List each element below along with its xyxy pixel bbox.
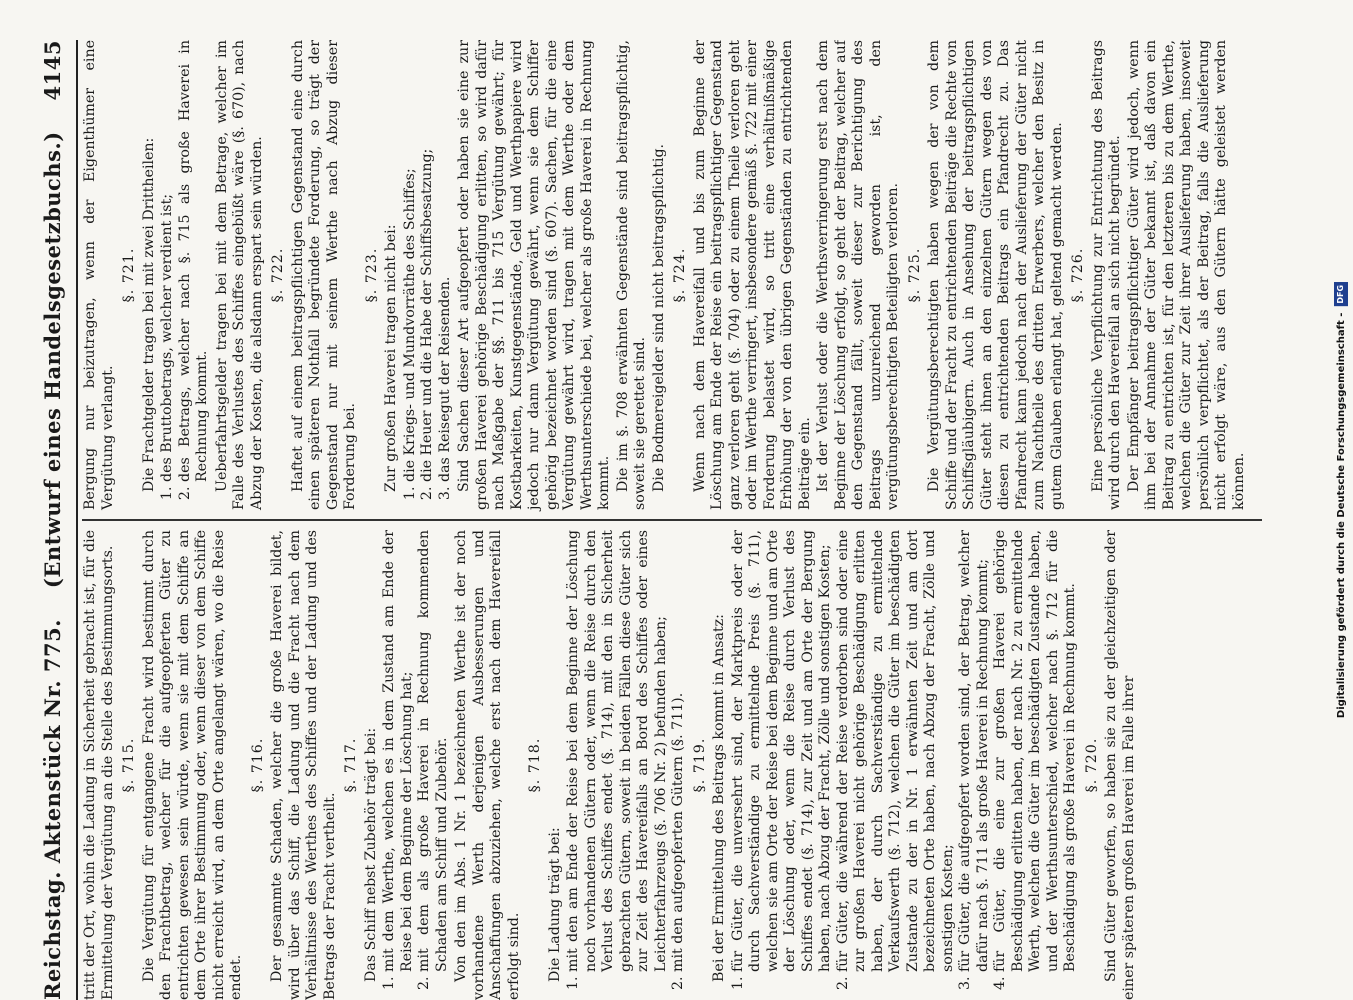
paragraph: Bei der Ermittelung des Beitrags kommt in Ansatz: — [711, 614, 727, 982]
section-heading: §. 724. — [672, 247, 688, 303]
paragraph: Eine persönliche Verpflichtung zur Entrichtung des Beitrags wird durch den Havereifall an sich nicht begründet. — [1089, 40, 1123, 511]
paragraph: Wenn nach dem Havereifall und bis zum Beginne der Löschung am Ende der Reise ein beitragspflichtiger Gegenstand ganz verloren geht (§. 704) oder zu einem Theile verloren geht oder im Werthe verringert, insbesondere gemäß §. 722 mit einer Forderung belastet wird, so tritt eine verhältnißmäßige Erhöhung der von den übrigen Gegenständen zu entrichtenden Beiträge ein. — [691, 40, 813, 511]
list-item: 2. des Betrags, welcher nach §. 715 als große Haverei in Rechnung kommt. — [177, 40, 212, 482]
paragraph: Ueberfahrtsgelder tragen bei mit dem Betrage, welcher im Falle des Verlustes des Schiffes eingebüßt wäre (§. 670), nach Abzug der Kosten, die alsdann erspart sein würden. — [213, 40, 265, 511]
section-heading: §. 722. — [270, 247, 286, 303]
list-item: 1. die Kriegs- und Mundvorräthe des Schiffes; — [402, 40, 420, 482]
paragraph: Die Ladung trägt bei: — [546, 827, 563, 982]
paragraph: Von den im Abs. 1 Nr. 1 bezeichneten Werthe ist der noch vorhandene Werth derjenigen Ausbesserungen und Anschaffungen abzuziehen, welche erst nach dem Havereifall erfolgt sind. — [453, 530, 522, 1000]
section-heading: §. 718. — [527, 737, 543, 793]
paragraph: Zur großen Haverei tragen nicht bei: — [383, 224, 399, 493]
rotated-page — [36, 40, 1306, 1000]
section-heading: §. 715. — [121, 737, 137, 793]
list-item: 3. für Güter, die aufgeopfert worden sind, der Betrag, welcher dafür nach §. 711 als große Haverei in Rechnung kommt; — [957, 530, 992, 972]
numbered-list — [565, 530, 688, 1000]
section-heading: §. 717. — [343, 737, 359, 793]
list-item: 2. für Güter, die während der Reise verdorben sind oder eine zur großen Haverei nicht gehörige Beschädigung erlitten haben, der durch Sachverständige zu ermittelnde Verkaufswerth (§. 712), welchen die Güter im beschädigten Zustande zu der in Nr. 1 erwähnten Zeit und am dort bezeichneten Orte haben, nach Abzug der Fracht, Zölle und sonstigen Kosten; — [835, 530, 958, 972]
list-item: 3. das Reisegut der Reisenden. — [437, 40, 455, 482]
numbered-list — [381, 530, 451, 1000]
list-item: 2. die Heuer und die Habe der Schiffsbesatzung; — [419, 40, 437, 482]
paragraph: Die Vergütung für entgangene Fracht wird bestimmt durch den Frachtbetrag, welcher für die aufgeopferten Güter zu entrichten gewesen sein würde, wenn sie mit dem Schiffe an dem Orte ihrer Bestimmung oder, wenn dieser von dem Schiffe nicht erreicht wird, an dem Orte angelangt wären, wo die Reise endet. — [140, 530, 244, 1000]
paragraph: tritt der Ort, wohin die Ladung in Sicherheit gebracht ist, für die Ermittelung der Vergütung an die Stelle des Bestimmungsorts. — [82, 530, 116, 1000]
section-heading: §. 725. — [906, 247, 923, 303]
paragraph: Der gesammte Schaden, welcher die große Haverei bildet, wird über das Schiff, die Ladung und die Fracht nach dem Verhältnisse des Werthes des Schiffes und der Ladung und des Betrags der Fracht vertheilt. — [269, 530, 338, 1000]
list-item: 1. mit den am Ende der Reise bei dem Beginne der Löschung noch vorhandenen Gütern oder, wenn die Reise durch den Verlust des Schiffes endet (§. 714), mit den in Sicherheit gebrachten Gütern, soweit in beiden Fällen diese Güter sich zur Zeit des Havereifalls an Bord des Schiffes oder eines Leichterfahrzeugs (§. 706 Nr. 2) befunden haben; — [565, 530, 670, 972]
paragraph: Haftet auf einem beitragspflichtigen Gegenstand eine durch einen späteren Nothfall begründete Forderung, so trägt der Gegenstand nur mit seinem Werthe nach Abzug dieser Forderung bei. — [289, 40, 358, 511]
paragraph: Das Schiff nebst Zubehör trägt bei: — [362, 727, 379, 982]
paragraph: Der Empfänger beitragspflichtiger Güter wird jedoch, wenn ihm bei der Annahme der Güter bekannt ist, daß davon ein Beitrag zu entrichten ist, für den letzteren bis zu dem Werthe, welchen die Güter zur Zeit ihrer Auslieferung haben, insoweit persönlich verpflichtet, als der Beitrag, falls die Auslieferung nicht erfolgt wäre, aus den Gütern hätte geleistet werden können. — [1125, 40, 1247, 511]
paragraph: Ist der Verlust oder die Werthsverringerung erst nach dem Beginne der Löschung erfolgt, so geht der Beitrag, welcher auf den Gegenstand fällt, soweit dieser zur Berichtigung des Beitrags unzureichend geworden ist, den vergütungsberechtigten Beteiligten verloren. — [815, 40, 901, 511]
header-center: (Entwurf eines Handelsgesetzbuchs.) — [40, 131, 65, 589]
paragraph: Sind Güter geworfen, so haben sie zu der gleichzeitigen oder einer späteren großen Haverei im Falle ihrer — [1103, 530, 1137, 1000]
header-left: Reichstag. Aktenstück Nr. 775. — [40, 619, 65, 1000]
list-item: 1. für Güter, die unversehrt sind, der Marktpreis oder der durch Sachverständige zu ermittelnde Preis (§. 711), welchen sie am Orte der Reise bei dem Beginne und am Orte der Löschung oder, wenn die Reise durch Verlust des Schiffes endet (§. 714), zur Zeit und am Orte der Bergung haben, nach Abzug der Fracht, Zölle und sonstigen Kosten; — [730, 530, 835, 972]
section-heading: §. 720. — [1083, 737, 1100, 793]
section-heading: §. 723. — [363, 247, 380, 303]
list-item: 1. des Bruttobetrags, welcher verdient ist; — [159, 40, 177, 482]
digitization-credit — [1334, 282, 1348, 718]
section-heading: §. 721. — [121, 247, 137, 303]
paragraph: Die Vergütungsberechtigten haben wegen der von dem Schiffe und der Fracht zu entrichtenden Beiträge die Rechte von Schiffsgläubigern. Auch in Ansehung der beitragspflichtigen Güter steht ihnen an den einzelnen Gütern wegen des von diesen zu entrichtenden Beitrags ein Pfandrecht zu. Das Pfandrecht kann jedoch nach der Auslieferung der Güter nicht zum Nachtheile des dritten Erwerbers, welcher den Besitz in gutem Glauben erlangt hat, geltend gemacht werden. — [926, 40, 1065, 511]
section-heading: §. 716. — [249, 737, 266, 793]
dfg-logo: DFG — [1334, 282, 1348, 307]
list-item: 1. mit dem Werthe, welchen es in dem Zustand am Ende der Reise bei dem Beginne der Löschung hat; — [381, 530, 416, 972]
column-divider — [82, 519, 1262, 521]
numbered-list — [730, 530, 1080, 1000]
credit-text: Digitalisierung gefördert durch die Deutsche Forschungsgemeinschaft - — [1335, 312, 1347, 719]
two-columns — [82, 40, 1262, 1000]
paragraph: Die Frachtgelder tragen bei mit zwei Drittheilen: — [140, 137, 157, 493]
header-rule — [76, 40, 78, 1000]
list-item: 4. für Güter, die eine zur großen Haverei gehörige Beschädigung erlitten haben, der nach Nr. 2 zu ermittelnde Werth, welchen die Güter im beschädigten Zustande haben, und der Werthsunterschied, welcher nach §. 712 für die Beschädigung als große Haverei in Rechnung kommt. — [992, 530, 1080, 972]
numbered-list — [159, 40, 212, 510]
paragraph: Sind Sachen dieser Art aufgeopfert oder haben sie eine zur großen Haverei gehörige Beschädigung erlitten, so wird dafür nach Maßgabe der §§. 711 bis 715 Vergütung gewährt; für Kostbarkeiten, Kunstgegenstände, Geld und Werthpapiere wird jedoch nur dann Vergütung gewährt, wenn sie dem Schiffer gehörig bezeichnet worden sind (§. 607). Sachen, für die eine Vergütung gewährt wird, tragen mit dem Werthe oder dem Werthsunterschiede bei, welcher als große Haverei in Rechnung kommt. — [456, 40, 612, 511]
paragraph: Bergung nur beizutragen, wenn der Eigenthümer eine Vergütung verlangt. — [82, 40, 116, 511]
list-item: 2. mit den aufgeopferten Gütern (§. 711). — [670, 530, 688, 972]
section-heading: §. 726. — [1070, 247, 1086, 303]
left-column — [82, 524, 1262, 1000]
list-item: 2. mit dem als große Haverei in Rechnung kommenden Schaden am Schiff und Zubehör. — [416, 530, 451, 972]
paragraph: Die im §. 708 erwähnten Gegenstände sind beitragspflichtig, soweit sie gerettet sind. — [614, 40, 648, 511]
right-column — [82, 40, 1262, 516]
paragraph: Die Bodmereigelder sind nicht beitragspflichtig. — [650, 143, 667, 493]
page-number: 4145 — [40, 40, 65, 101]
numbered-list — [402, 40, 455, 510]
section-heading: §. 719. — [691, 737, 708, 793]
running-head — [40, 40, 74, 1000]
